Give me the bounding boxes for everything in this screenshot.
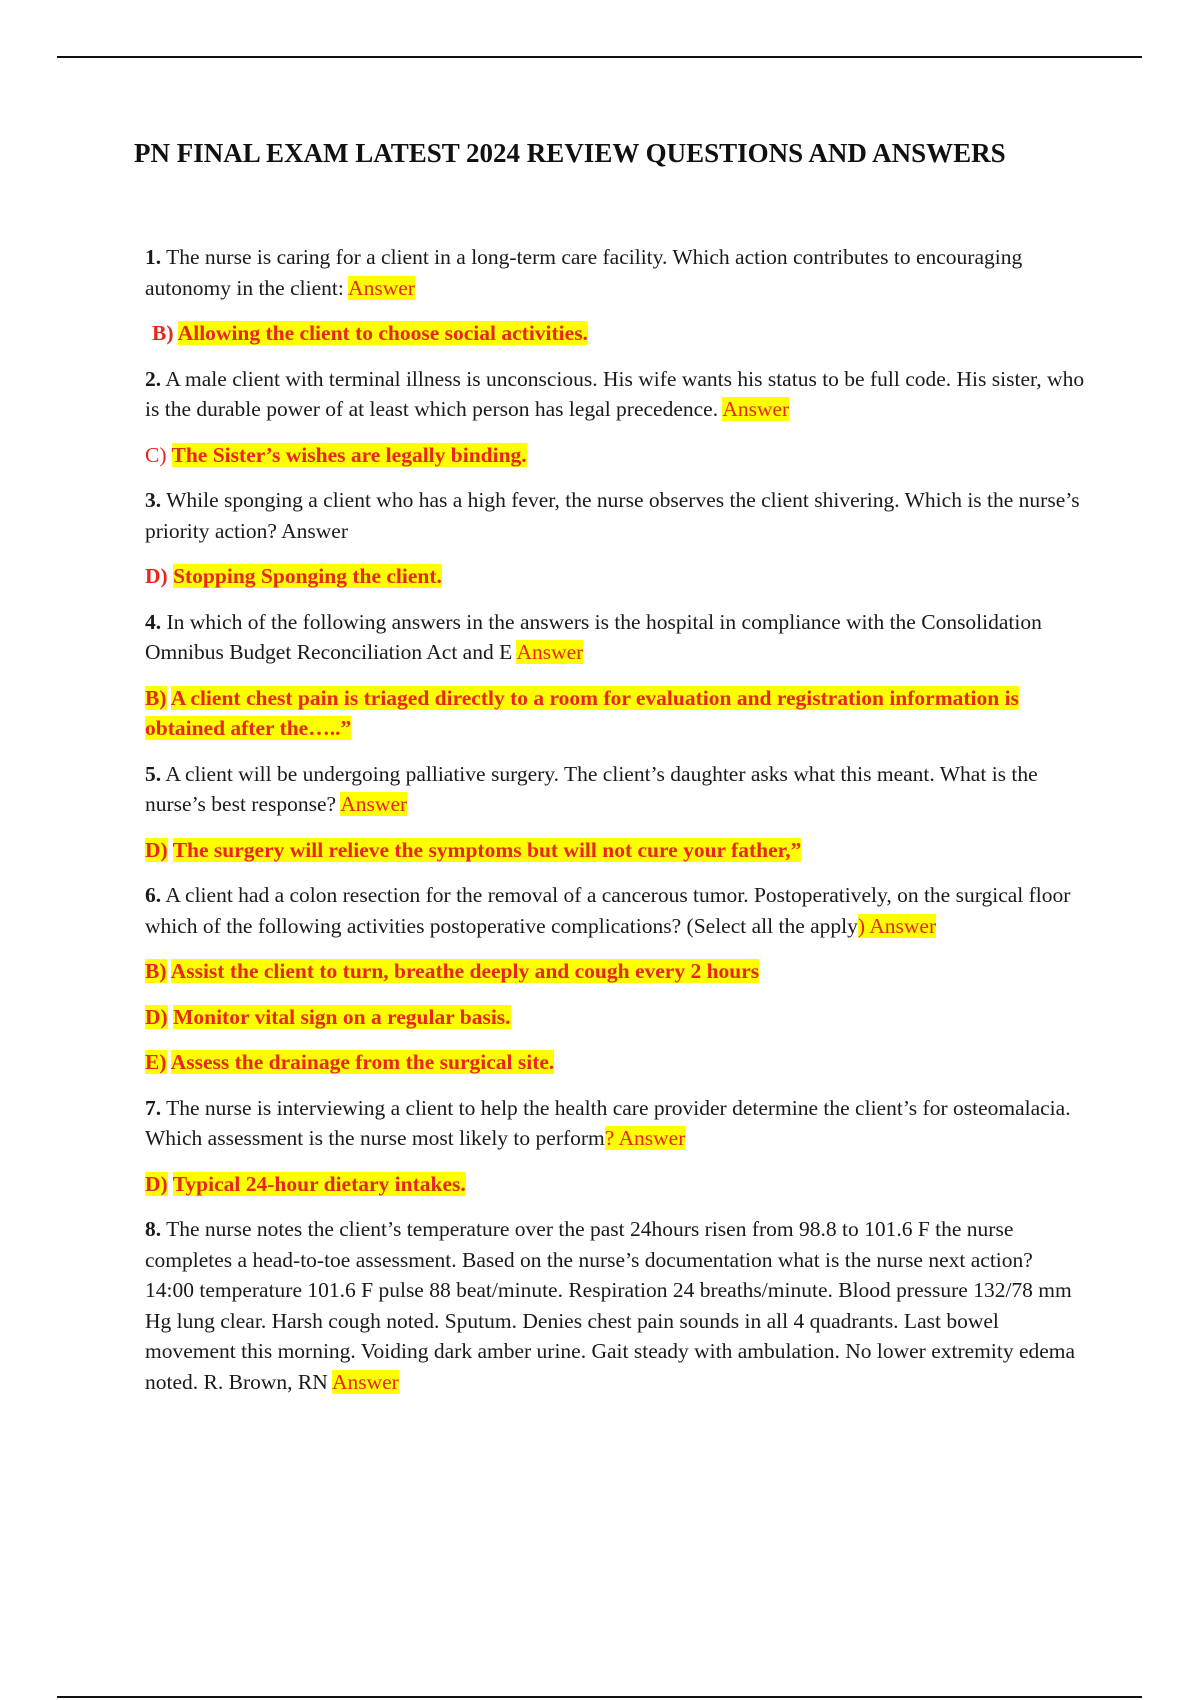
question-4 xyxy=(145,607,1085,668)
bottom-rule xyxy=(57,1696,1142,1698)
top-rule xyxy=(57,56,1142,58)
answer-letter: D) xyxy=(145,1171,168,1196)
answer-marker: ) Answer xyxy=(857,913,937,938)
question-number: 3. xyxy=(145,488,162,512)
answer-6-b xyxy=(145,956,1085,987)
question-2 xyxy=(145,364,1085,425)
answer-letter: E) xyxy=(145,1050,167,1074)
question-text: A client will be undergoing palliative surgery. The client’s daughter asks what this meant. What is the nurse’s best response? xyxy=(145,761,1038,816)
answer-letter: D) xyxy=(145,837,168,862)
question-7 xyxy=(145,1093,1085,1154)
question-number: 1. xyxy=(145,245,162,269)
question-number: 8. xyxy=(145,1217,162,1241)
answer-text: The Sister’s wishes are legally binding. xyxy=(171,442,527,467)
answer-text: Stopping Sponging the client. xyxy=(173,564,442,588)
answer-letter: D) xyxy=(145,1004,168,1029)
answer-marker: Answer xyxy=(340,792,408,816)
question-text: In which of the following answers in the answers is the hospital in compliance with the Consolidation Omnibus Budget Reconciliation Act and E xyxy=(145,609,1042,664)
answer-marker: Answer xyxy=(722,397,790,421)
question-text: A client had a colon resection for the removal of a cancerous tumor. Postoperatively, on the surgical floor which of the following activities postoperative complications? (Select all the apply xyxy=(145,883,1071,938)
question-text: The nurse notes the client’s temperature over the past 24hours risen from 98.8 to 101.6 F the nurse completes a head-to-toe assessment. Based on the nurse’s documentation what is the nurse next action? 14:00 temperature 101.6 F pulse 88 beat/minute. Respiration 24 breaths/minute. Blood pressure 132/78 mm Hg lung clear. Harsh cough noted. Sputum. Denies chest pain sounds in all 4 quadrants. Last bowel movement this morning. Voiding dark amber urine. Gait steady with ambulation. No lower extremity edema noted. R. Brown, RN xyxy=(145,1217,1076,1394)
question-number: 4. xyxy=(145,609,162,634)
question-1 xyxy=(145,242,1085,303)
answer-text: Allowing the client to choose social activities. xyxy=(177,321,588,345)
answer-2 xyxy=(145,440,1085,471)
answer-letter: B) xyxy=(152,321,174,345)
question-number: 5. xyxy=(145,761,162,786)
answer-letter: D) xyxy=(145,564,168,588)
answer-text: A client chest pain is triaged directly to a room for evaluation and registration information is obtained after the…..” xyxy=(145,685,1019,740)
question-8 xyxy=(145,1214,1085,1397)
answer-text: Typical 24-hour dietary intakes. xyxy=(172,1171,466,1196)
question-text: The nurse is interviewing a client to help the health care provider determine the client’s for osteomalacia. Which assessment is the nurse most likely to perform xyxy=(145,1095,1071,1150)
answer-letter: B) xyxy=(145,685,167,710)
answer-5 xyxy=(145,835,1085,866)
answer-6-e xyxy=(145,1047,1085,1078)
question-6 xyxy=(145,880,1085,941)
question-number: 2. xyxy=(145,366,162,391)
answer-marker: Answer xyxy=(348,275,415,300)
question-number: 7. xyxy=(145,1095,162,1120)
page-title: PN FINAL EXAM LATEST 2024 REVIEW QUESTIONS AND ANSWERS xyxy=(134,138,1006,168)
question-text: The nurse is caring for a client in a long-term care facility. Which action contributes to encouraging autonomy in the client: xyxy=(145,245,1023,300)
question-number: 6. xyxy=(145,883,162,907)
answer-text: Assist the client to turn, breathe deeply and cough every 2 hours xyxy=(170,959,760,983)
answer-text: Monitor vital sign on a regular basis. xyxy=(173,1004,511,1029)
answer-marker: Answer xyxy=(516,640,584,664)
answer-1 xyxy=(145,318,1085,349)
answer-marker: Answer xyxy=(331,1369,399,1394)
answer-4 xyxy=(145,683,1085,744)
qa-list xyxy=(145,242,1085,1412)
answer-text: The surgery will relieve the symptoms but will not cure your father,” xyxy=(172,837,802,862)
question-5 xyxy=(145,759,1085,820)
answer-letter: C) xyxy=(145,442,167,467)
answer-3 xyxy=(145,561,1085,592)
answer-letter: B) xyxy=(145,959,167,983)
question-text: A male client with terminal illness is unconscious. His wife wants his status to be full code. His sister, who is the durable power of at least which person has legal precedence. xyxy=(145,366,1085,421)
answer-6-d xyxy=(145,1002,1085,1033)
answer-text: Assess the drainage from the surgical site. xyxy=(170,1050,555,1074)
question-text: While sponging a client who has a high fever, the nurse observes the client shivering. Which is the nurse’s priority action? Answer xyxy=(145,488,1080,543)
answer-7 xyxy=(145,1169,1085,1200)
question-3 xyxy=(145,485,1085,546)
answer-marker: ? Answer xyxy=(604,1126,686,1150)
